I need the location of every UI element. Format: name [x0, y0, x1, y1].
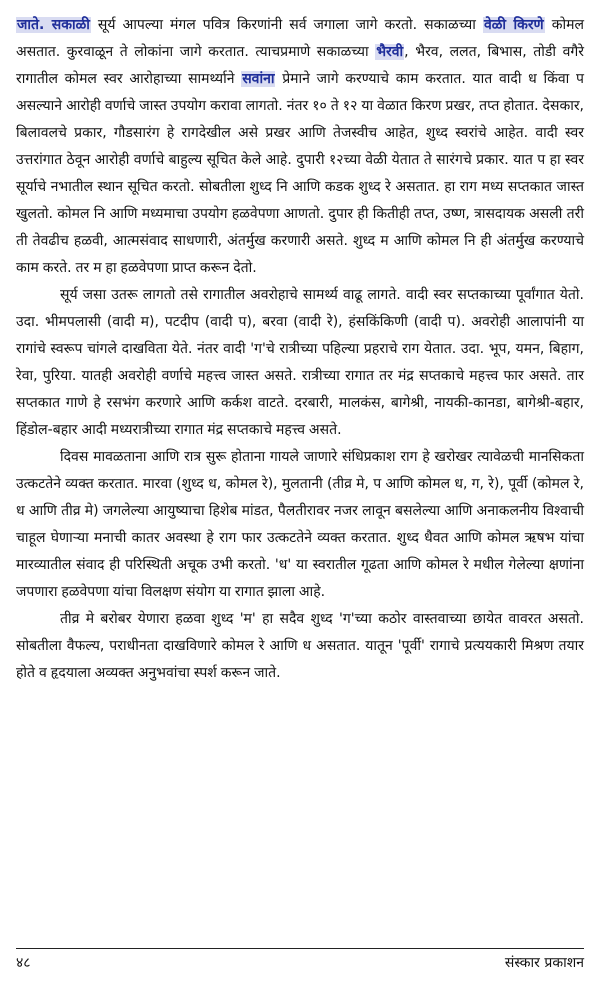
page-footer: [16, 948, 584, 975]
paragraph-4: तीव्र मे बरोबर येणारा हळवा शुध्द 'म' हा सदैव शुध्द 'ग'च्या कठोर वास्तवाच्या छायेत वावरत असतो. सोबतीला वैफल्य, पराधीनता दाखविणारे कोमल रे आणि ध असतात. यातून 'पूर्वी' रागाचे प्रत्ययकारी मिश्रण तयार होते व हृदयाला अव्यक्त अनुभवांचा स्पर्श करून जाते.: [16, 611, 584, 681]
paragraph-text: प्रेमाने जागे करण्याचे काम करतात. यात वादी ध किंवा प असल्याने आरोही वर्णाचे जास्त उपयोग करावा लागतो. नंतर १० ते १२ या वेळात किरण प्रखर, तप्त होतात. देसकार, बिलावलचे प्रकार, गौडसारंग हे रागदेखील असे प्रखर आणि तेजस्वीच आहेत, शुध्द स्वरांचे आहेत. वादी स्वर उत्तरांगात ठेवून आरोही वर्णाचे बाहुल्य सूचित केले आहे. दुपारी १२च्या वेळी येतात ते सारंगचे प्रकार. यात प हा स्वर सूर्याचे नभातील स्थान सूचित करतो. सोबतीला शुध्द नि आणि कडक शुध्द रे असतात. हा राग मध्य सप्तकात जास्त खुलतो. कोमल नि आणि मध्यमाचा उपयोग हळवेपणा आणतो. दुपार ही कितीही तप्त, उष्ण, त्रासदायक असली तरी ती तेवढीच हळवी, आत्मसंवाद साधणारी, अंतर्मुख करणारी असते. शुध्द म आणि कोमल नि ही अंतर्मुख करण्याचे काम करते. तर म हा हळवेपणा प्राप्त करून देतो.: [16, 71, 584, 276]
paragraph-1: [16, 12, 584, 282]
highlighted-text: भैरवी: [376, 44, 404, 60]
footer-row: [16, 949, 584, 975]
highlighted-text: जाते. सकाळी: [17, 17, 90, 33]
paragraph-text: सूर्य आपल्या मंगल पवित्र किरणांनी सर्व जगाला जागे करतो. सकाळच्या: [90, 17, 483, 33]
paragraph-2: सूर्य जसा उतरू लागतो तसे रागातील अवरोहाचे सामर्थ्य वाढू लागते. वादी स्वर सप्तकाच्या पूर्वांगात येतो. उदा. भीमपलासी (वादी म), पटदीप (वादी प), बरवा (वादी रे), हंसकिंकिणी (वादी प). अवरोही आलापांनी या रागांचे स्वरूप चांगले दाखविता येते. नंतर वादी 'ग'चे रात्रीच्या पहिल्या प्रहराचे राग येतात. उदा. भूप, यमन, बिहाग, रेवा, पुरिया. यातही अवरोही वर्णाचे महत्त्व जास्त असते. रात्रीच्या रागात तर मंद्र सप्तकाचे महत्त्व फार असते. तार सप्तकात गाणे हे रसभंग करणारे आणि कर्कश वाटते. दरबारी, मालकंस, बागेश्री, नायकी-कानडा, बागेश्री-बहार, हिंडोल-बहार आदी मध्यरात्रीच्या रागात मंद्र सप्तकाचे महत्त्व असते.: [16, 287, 584, 438]
paragraph-text: कोमल असतात. कुरवाळून ते लोकांना जागे करतात. त्याचप्रमाणे सकाळच्या: [16, 17, 584, 60]
paragraph-text: , भैरव, ललत, बिभास, तोडी वगैरे रागातील कोमल स्वर आरोहाच्या सामर्थ्याने: [16, 44, 584, 87]
page-number: ४८: [16, 955, 31, 971]
publisher-name: संस्कार प्रकाशन: [504, 955, 584, 971]
paragraph-3: दिवस मावळताना आणि रात्र सुरू होताना गायले जाणारे संधिप्रकाश राग हे खरोखर त्यावेळची मानसिकता उत्कटतेने व्यक्त करतात. मारवा (शुध्द ध, कोमल रे), मुलतानी (तीव्र मे, प आणि कोमल ध, ग, रे), पूर्वी (कोमल रे, ध आणि तीव्र मे) जगलेल्या आयुष्याचा हिशेब मांडत, पैलतीरावर नजर लावून बसलेल्या आणि अनाकलनीय विश्वाची चाहूल घेणाऱ्या मनाची कातर अवस्था हे राग फार उत्कटतेने व्यक्त करतात. शुध्द धैवत आणि कोमल ऋषभ यांचा मारव्यातील संवाद ही परिस्थिती अचूक उभी करतो. 'ध' या स्वरातील गूढता आणि कोमल रे मधील गेलेल्या क्षणांना जपणारा हळवेपणा यांचा विलक्षण संयोग या रागात झाला आहे.: [16, 449, 584, 600]
highlighted-text: वेळी किरणे: [483, 17, 544, 33]
highlighted-text: सवांना: [242, 71, 275, 87]
